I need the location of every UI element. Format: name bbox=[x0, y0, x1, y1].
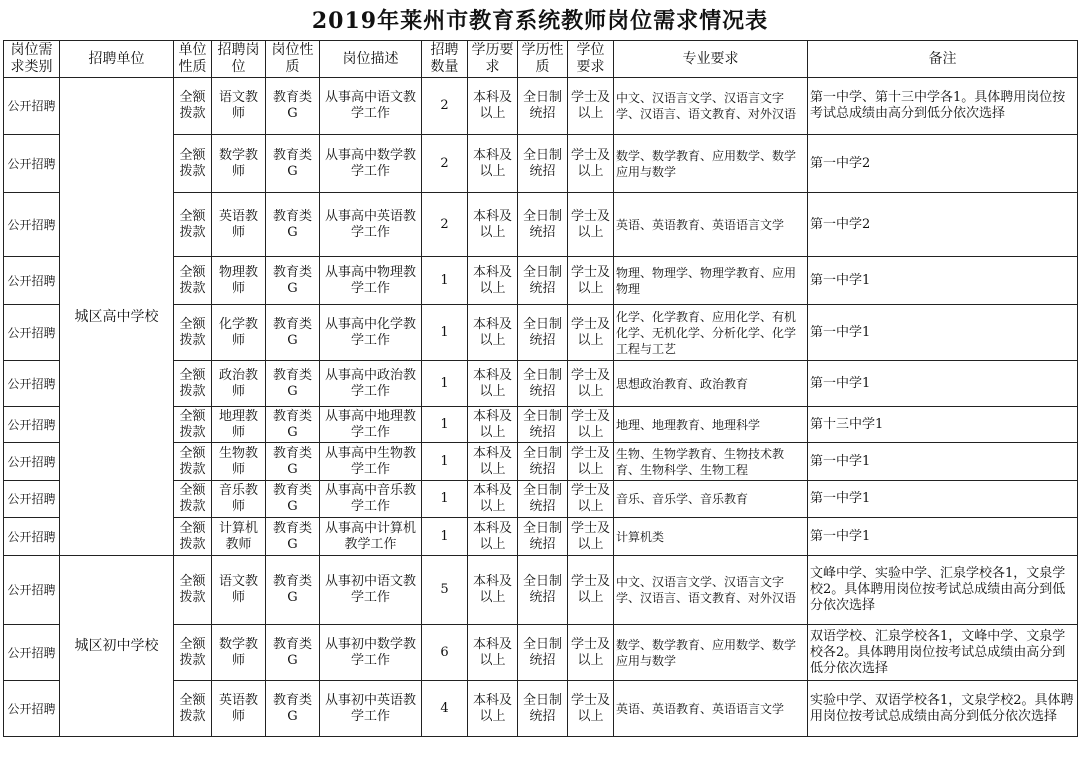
education-type-cell: 全日制统招 bbox=[518, 481, 568, 518]
major-cell: 英语、英语教育、英语语言文学 bbox=[614, 193, 808, 257]
major-cell: 地理、地理教育、地理科学 bbox=[614, 407, 808, 443]
post-cell: 语文教师 bbox=[212, 556, 266, 625]
unit-nature-cell: 全额拨款 bbox=[174, 407, 212, 443]
description-cell: 从事高中物理教学工作 bbox=[320, 257, 422, 305]
education-cell: 本科及以上 bbox=[468, 518, 518, 556]
post-cell: 地理教师 bbox=[212, 407, 266, 443]
post-cell: 英语教师 bbox=[212, 681, 266, 737]
post-type-cell: 教育类G bbox=[266, 443, 320, 481]
education-type-cell: 全日制统招 bbox=[518, 135, 568, 193]
category-cell: 公开招聘 bbox=[4, 443, 60, 481]
education-type-cell: 全日制统招 bbox=[518, 518, 568, 556]
count-cell: 1 bbox=[422, 407, 468, 443]
header-cell: 岗位描述 bbox=[320, 41, 422, 78]
education-cell: 本科及以上 bbox=[468, 625, 518, 681]
major-cell: 中文、汉语言文学、汉语言文字学、汉语言、语文教育、对外汉语 bbox=[614, 78, 808, 135]
note-cell: 第一中学1 bbox=[808, 443, 1078, 481]
table-row bbox=[4, 78, 1078, 135]
education-cell: 本科及以上 bbox=[468, 78, 518, 135]
header-cell: 招聘岗位 bbox=[212, 41, 266, 78]
header-cell: 学历性质 bbox=[518, 41, 568, 78]
major-cell: 音乐、音乐学、音乐教育 bbox=[614, 481, 808, 518]
note-cell: 第一中学1 bbox=[808, 518, 1078, 556]
education-cell: 本科及以上 bbox=[468, 443, 518, 481]
description-cell: 从事高中英语教学工作 bbox=[320, 193, 422, 257]
education-type-cell: 全日制统招 bbox=[518, 625, 568, 681]
header-cell: 学历要求 bbox=[468, 41, 518, 78]
note-cell: 第一中学2 bbox=[808, 135, 1078, 193]
count-cell: 1 bbox=[422, 481, 468, 518]
degree-cell: 学士及以上 bbox=[568, 193, 614, 257]
unit-nature-cell: 全额拨款 bbox=[174, 518, 212, 556]
unit-nature-cell: 全额拨款 bbox=[174, 481, 212, 518]
description-cell: 从事初中英语教学工作 bbox=[320, 681, 422, 737]
unit-nature-cell: 全额拨款 bbox=[174, 443, 212, 481]
header-cell: 专业要求 bbox=[614, 41, 808, 78]
note-cell: 双语学校、汇泉学校各1，文峰中学、文泉学校各2。具体聘用岗位按考试总成绩由高分到低分依次选择 bbox=[808, 625, 1078, 681]
post-cell: 化学教师 bbox=[212, 305, 266, 361]
header-cell: 岗位需求类别 bbox=[4, 41, 60, 78]
education-cell: 本科及以上 bbox=[468, 193, 518, 257]
table-body bbox=[4, 78, 1078, 737]
degree-cell: 学士及以上 bbox=[568, 518, 614, 556]
post-type-cell: 教育类G bbox=[266, 625, 320, 681]
degree-cell: 学士及以上 bbox=[568, 407, 614, 443]
education-cell: 本科及以上 bbox=[468, 407, 518, 443]
unit-nature-cell: 全额拨款 bbox=[174, 681, 212, 737]
category-cell: 公开招聘 bbox=[4, 78, 60, 135]
header-row bbox=[4, 41, 1078, 78]
category-cell: 公开招聘 bbox=[4, 518, 60, 556]
count-cell: 1 bbox=[422, 361, 468, 407]
degree-cell: 学士及以上 bbox=[568, 305, 614, 361]
note-cell: 第十三中学1 bbox=[808, 407, 1078, 443]
education-type-cell: 全日制统招 bbox=[518, 193, 568, 257]
description-cell: 从事高中语文教学工作 bbox=[320, 78, 422, 135]
header-cell: 招聘数量 bbox=[422, 41, 468, 78]
post-cell: 数学教师 bbox=[212, 135, 266, 193]
category-cell: 公开招聘 bbox=[4, 481, 60, 518]
description-cell: 从事高中计算机教学工作 bbox=[320, 518, 422, 556]
post-cell: 物理教师 bbox=[212, 257, 266, 305]
major-cell: 物理、物理学、物理学教育、应用物理 bbox=[614, 257, 808, 305]
post-cell: 音乐教师 bbox=[212, 481, 266, 518]
count-cell: 5 bbox=[422, 556, 468, 625]
education-type-cell: 全日制统招 bbox=[518, 681, 568, 737]
recruitment-table bbox=[3, 40, 1078, 737]
unit-nature-cell: 全额拨款 bbox=[174, 193, 212, 257]
category-cell: 公开招聘 bbox=[4, 556, 60, 625]
education-type-cell: 全日制统招 bbox=[518, 443, 568, 481]
education-type-cell: 全日制统招 bbox=[518, 78, 568, 135]
major-cell: 数学、数学教育、应用数学、数学应用与数学 bbox=[614, 135, 808, 193]
school-unit-cell: 城区高中学校 bbox=[60, 78, 174, 556]
description-cell: 从事初中语文教学工作 bbox=[320, 556, 422, 625]
count-cell: 1 bbox=[422, 518, 468, 556]
post-type-cell: 教育类G bbox=[266, 407, 320, 443]
count-cell: 4 bbox=[422, 681, 468, 737]
description-cell: 从事高中地理教学工作 bbox=[320, 407, 422, 443]
post-type-cell: 教育类G bbox=[266, 305, 320, 361]
post-type-cell: 教育类G bbox=[266, 257, 320, 305]
degree-cell: 学士及以上 bbox=[568, 625, 614, 681]
count-cell: 6 bbox=[422, 625, 468, 681]
category-cell: 公开招聘 bbox=[4, 257, 60, 305]
education-type-cell: 全日制统招 bbox=[518, 257, 568, 305]
degree-cell: 学士及以上 bbox=[568, 361, 614, 407]
major-cell: 中文、汉语言文学、汉语言文字学、汉语言、语文教育、对外汉语 bbox=[614, 556, 808, 625]
post-type-cell: 教育类G bbox=[266, 681, 320, 737]
description-cell: 从事高中音乐教学工作 bbox=[320, 481, 422, 518]
header-cell: 岗位性质 bbox=[266, 41, 320, 78]
education-cell: 本科及以上 bbox=[468, 481, 518, 518]
education-cell: 本科及以上 bbox=[468, 361, 518, 407]
description-cell: 从事初中数学教学工作 bbox=[320, 625, 422, 681]
category-cell: 公开招聘 bbox=[4, 681, 60, 737]
note-cell: 第一中学1 bbox=[808, 257, 1078, 305]
education-type-cell: 全日制统招 bbox=[518, 556, 568, 625]
post-cell: 计算机教师 bbox=[212, 518, 266, 556]
unit-nature-cell: 全额拨款 bbox=[174, 78, 212, 135]
major-cell: 生物、生物学教育、生物技术教育、生物科学、生物工程 bbox=[614, 443, 808, 481]
education-cell: 本科及以上 bbox=[468, 135, 518, 193]
post-type-cell: 教育类G bbox=[266, 481, 320, 518]
school-unit-cell: 城区初中学校 bbox=[60, 556, 174, 737]
major-cell: 化学、化学教育、应用化学、有机化学、无机化学、分析化学、化学工程与工艺 bbox=[614, 305, 808, 361]
post-cell: 英语教师 bbox=[212, 193, 266, 257]
description-cell: 从事高中生物教学工作 bbox=[320, 443, 422, 481]
education-type-cell: 全日制统招 bbox=[518, 361, 568, 407]
post-cell: 语文教师 bbox=[212, 78, 266, 135]
unit-nature-cell: 全额拨款 bbox=[174, 257, 212, 305]
unit-nature-cell: 全额拨款 bbox=[174, 305, 212, 361]
header-cell: 招聘单位 bbox=[60, 41, 174, 78]
count-cell: 2 bbox=[422, 78, 468, 135]
education-cell: 本科及以上 bbox=[468, 305, 518, 361]
degree-cell: 学士及以上 bbox=[568, 481, 614, 518]
major-cell: 数学、数学教育、应用数学、数学应用与数学 bbox=[614, 625, 808, 681]
major-cell: 英语、英语教育、英语语言文学 bbox=[614, 681, 808, 737]
header-cell: 备注 bbox=[808, 41, 1078, 78]
major-cell: 思想政治教育、政治教育 bbox=[614, 361, 808, 407]
education-cell: 本科及以上 bbox=[468, 556, 518, 625]
category-cell: 公开招聘 bbox=[4, 361, 60, 407]
count-cell: 2 bbox=[422, 193, 468, 257]
degree-cell: 学士及以上 bbox=[568, 135, 614, 193]
post-cell: 数学教师 bbox=[212, 625, 266, 681]
education-type-cell: 全日制统招 bbox=[518, 305, 568, 361]
degree-cell: 学士及以上 bbox=[568, 78, 614, 135]
category-cell: 公开招聘 bbox=[4, 407, 60, 443]
count-cell: 2 bbox=[422, 135, 468, 193]
note-cell: 文峰中学、实验中学、汇泉学校各1，文泉学校2。具体聘用岗位按考试总成绩由高分到低分依次选择 bbox=[808, 556, 1078, 625]
education-type-cell: 全日制统招 bbox=[518, 407, 568, 443]
category-cell: 公开招聘 bbox=[4, 305, 60, 361]
major-cell: 计算机类 bbox=[614, 518, 808, 556]
degree-cell: 学士及以上 bbox=[568, 257, 614, 305]
unit-nature-cell: 全额拨款 bbox=[174, 625, 212, 681]
post-type-cell: 教育类G bbox=[266, 361, 320, 407]
header-cell: 单位性质 bbox=[174, 41, 212, 78]
unit-nature-cell: 全额拨款 bbox=[174, 361, 212, 407]
description-cell: 从事高中数学教学工作 bbox=[320, 135, 422, 193]
note-cell: 实验中学、双语学校各1，文泉学校2。具体聘用岗位按考试总成绩由高分到低分依次选择 bbox=[808, 681, 1078, 737]
note-cell: 第一中学1 bbox=[808, 361, 1078, 407]
count-cell: 1 bbox=[422, 305, 468, 361]
unit-nature-cell: 全额拨款 bbox=[174, 135, 212, 193]
description-cell: 从事高中政治教学工作 bbox=[320, 361, 422, 407]
note-cell: 第一中学、第十三中学各1。具体聘用岗位按考试总成绩由高分到低分依次选择 bbox=[808, 78, 1078, 135]
note-cell: 第一中学1 bbox=[808, 481, 1078, 518]
post-cell: 生物教师 bbox=[212, 443, 266, 481]
post-type-cell: 教育类G bbox=[266, 135, 320, 193]
header-cell: 学位要求 bbox=[568, 41, 614, 78]
category-cell: 公开招聘 bbox=[4, 625, 60, 681]
degree-cell: 学士及以上 bbox=[568, 681, 614, 737]
unit-nature-cell: 全额拨款 bbox=[174, 556, 212, 625]
description-cell: 从事高中化学教学工作 bbox=[320, 305, 422, 361]
page-title: 2019年莱州市教育系统教师岗位需求情况表 bbox=[311, 8, 769, 34]
category-cell: 公开招聘 bbox=[4, 193, 60, 257]
post-cell: 政治教师 bbox=[212, 361, 266, 407]
table-row bbox=[4, 556, 1078, 625]
note-cell: 第一中学1 bbox=[808, 305, 1078, 361]
degree-cell: 学士及以上 bbox=[568, 443, 614, 481]
post-type-cell: 教育类G bbox=[266, 556, 320, 625]
education-cell: 本科及以上 bbox=[468, 681, 518, 737]
count-cell: 1 bbox=[422, 257, 468, 305]
degree-cell: 学士及以上 bbox=[568, 556, 614, 625]
education-cell: 本科及以上 bbox=[468, 257, 518, 305]
note-cell: 第一中学2 bbox=[808, 193, 1078, 257]
count-cell: 1 bbox=[422, 443, 468, 481]
post-type-cell: 教育类G bbox=[266, 518, 320, 556]
post-type-cell: 教育类G bbox=[266, 193, 320, 257]
category-cell: 公开招聘 bbox=[4, 135, 60, 193]
post-type-cell: 教育类G bbox=[266, 78, 320, 135]
